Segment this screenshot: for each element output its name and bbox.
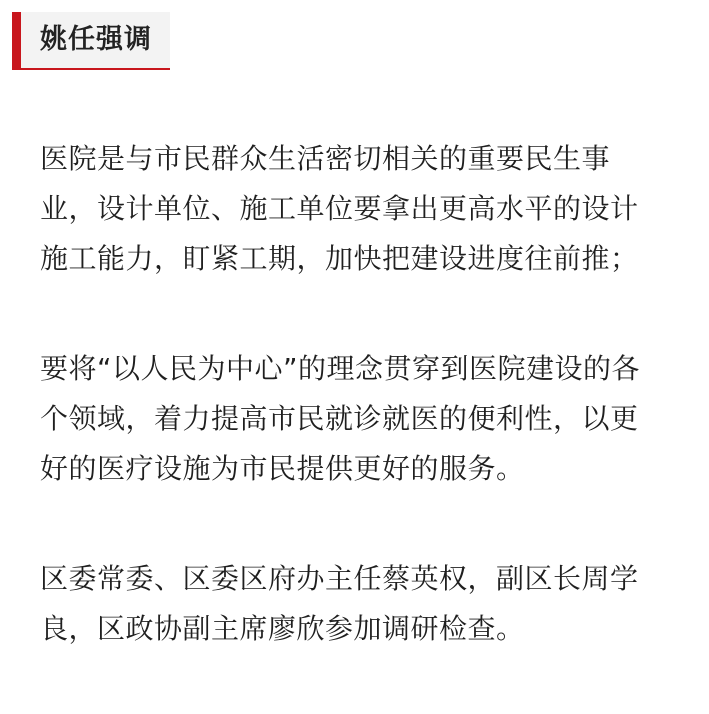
text-line: 个领域，着力提高市民就诊就医的便利性，以更 — [40, 402, 639, 435]
text-line: 要将“以人民为中心”的理念贯穿到医院建设的各 — [40, 352, 641, 385]
article-body — [40, 134, 680, 714]
paragraph-attendees — [40, 554, 680, 654]
header-underline — [12, 68, 170, 70]
header-accent-bar — [12, 12, 21, 70]
text-line: 施工能力，盯紧工期，加快把建设进度往前推； — [40, 242, 639, 275]
text-line: 医院是与市民群众生活密切相关的重要民生事 — [40, 142, 611, 175]
text-line: 良，区政协副主席廖欣参加调研检查。 — [40, 612, 525, 645]
text-line: 区委常委、区委区府办主任蔡英权，副区长周学 — [40, 562, 639, 595]
section-title: 姚任强调 — [40, 24, 152, 55]
section-header — [12, 12, 170, 70]
text-line: 好的医疗设施为市民提供更好的服务。 — [40, 452, 525, 485]
text-line: 业，设计单位、施工单位要拿出更高水平的设计 — [40, 192, 639, 225]
paragraph-hospital-importance — [40, 134, 680, 284]
paragraph-people-centered — [40, 344, 680, 494]
